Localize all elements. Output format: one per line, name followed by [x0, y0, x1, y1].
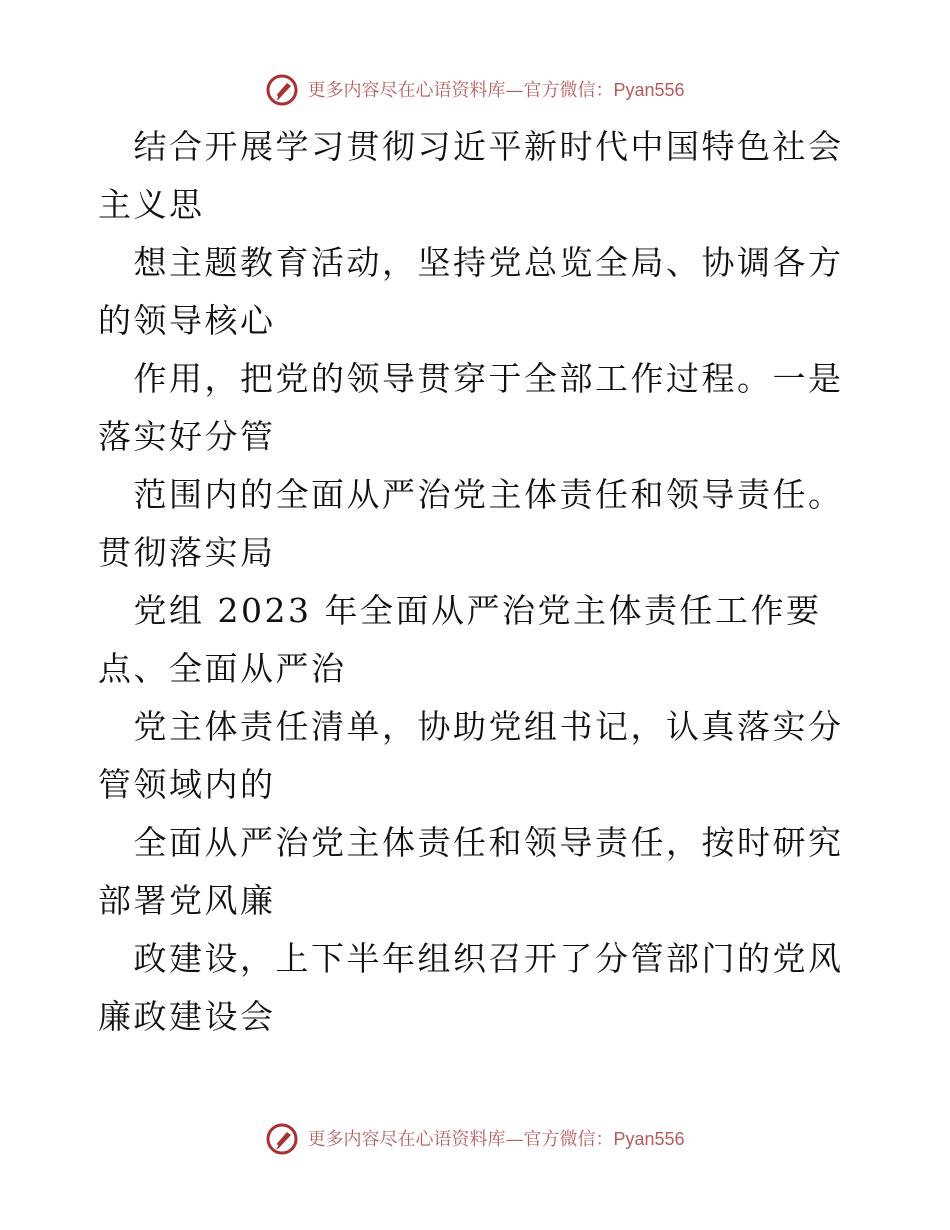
footer-banner-label: 更多内容尽在心语资料库—官方微信：	[307, 1128, 614, 1150]
paragraph: 范围内的全面从严治党主体责任和领导责任。贯彻落实局	[98, 475, 844, 572]
paragraph: 作用，把党的领导贯穿于全部工作过程。一是落实好分管	[98, 359, 844, 456]
footer-banner	[0, 1119, 950, 1159]
paragraph: 想主题教育活动，坚持党总览全局、协调各方的领导核心	[98, 243, 844, 340]
pen-logo-icon	[265, 73, 299, 107]
header-banner-label: 更多内容尽在心语资料库—官方微信：	[307, 79, 614, 101]
paragraph: 党主体责任清单，协助党组书记，认真落实分管领域内的	[98, 707, 844, 804]
footer-wechat-id: Pyan556	[613, 1128, 685, 1149]
header-banner-text	[307, 70, 684, 111]
header-banner	[0, 70, 950, 110]
header-wechat-id: Pyan556	[613, 79, 685, 100]
footer-banner-text	[307, 1119, 684, 1160]
paragraph: 全面从严治党主体责任和领导责任，按时研究部署党风廉	[98, 823, 844, 920]
pen-logo-icon	[265, 1122, 299, 1156]
paragraph: 党组 2023 年全面从严治党主体责任工作要点、全面从严治	[98, 591, 822, 688]
paragraph: 政建设，上下半年组织召开了分管部门的党风廉政建设会	[98, 939, 844, 1036]
document-body	[98, 118, 858, 1046]
paragraph: 结合开展学习贯彻习近平新时代中国特色社会主义思	[98, 127, 844, 224]
